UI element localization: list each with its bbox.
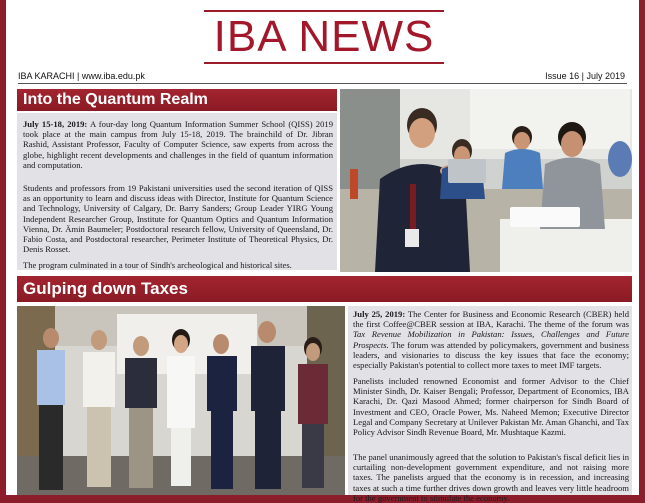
article2-heading-bar (17, 276, 632, 302)
article2-text-panel (348, 306, 632, 503)
article1-date: July 15-18, 2019: (23, 119, 88, 129)
masthead (204, 10, 444, 64)
article1-heading: Into the Quantum Realm (23, 91, 208, 108)
article2-paragraph-1: July 25, 2019: The Center for Business and Economic Research (CBER) held the first Coffee@CBER session at IBA, Karachi. The theme of the forum was Tax Revenue Mobilization in Pakistan: Issues, Challenges and Future Prospects. The forum was attended by policymakers, government and business leaders, and visionaries to discuss the key issues that face the economy; especially Pakistan's potential to collect more taxes to meet IMF targets. (353, 309, 629, 371)
newsletter-page (6, 0, 639, 503)
article1-paragraph-3: The program culminated in a tour of Sindh's archeological and historical sites. (23, 260, 292, 270)
person-1 (37, 328, 65, 490)
forum-theme: Tax Revenue Mobilization in Pakistan: Issues, Challenges and Future Prospects. (353, 329, 629, 350)
panelists-group-photo (17, 306, 345, 495)
person-6 (251, 321, 285, 489)
masthead-title: IBA NEWS (213, 12, 435, 61)
issue-info: Issue 16 | July 2019 (545, 71, 625, 81)
article2-date: July 25, 2019: (353, 309, 406, 319)
article1-paragraph-2: Students and professors from 19 Pakistani universities used the second iteration of QISS as an opportunity to learn and discuss ideas with Director, Institute for Quantum Science and Technology, University of Calgary, Dr. Barry Sanders; Group Leader YIRG Young Independent Researcher Group, Institute for Quantum Optics and Quantum Information Vienna, Dr. Ämin Baumeler; Postdoctoral research fellow, University of Queensland, Dr. Fabio Costa, and Postdoctoral researcher, Perimeter Institute of Theoretical Physics, Dr. Denis Rosset. (23, 183, 333, 255)
person-3 (125, 336, 157, 488)
article1-heading-bar (17, 89, 337, 111)
article1-text-panel (17, 113, 337, 270)
publisher-info: IBA KARACHI | www.iba.edu.pk (18, 71, 145, 81)
person-2 (83, 330, 115, 487)
quantum-school-photo (340, 89, 632, 272)
article2-heading: Gulping down Taxes (23, 279, 188, 298)
person-5 (207, 334, 237, 489)
article1-paragraph-1: July 15-18, 2019: A four-day long Quantum Information Summer School (QISS) 2019 took place at the main campus from July 15-18, 2019. The brainchild of Dr. Jibran Rashid, Assistant Professor, Faculty of Computer Science, saw experts from across the globe, highlight recent developments and challenges in the field of quantum information and computation. (23, 119, 333, 170)
header-divider (18, 83, 627, 84)
article2-paragraph-3: The panel unanimously agreed that the solution to Pakistan's fiscal deficit lies in curtailing non-development government expenditure, and not raising more taxes. The panelists argued that the economy is in recession, and increasing taxes at such a time further drives down growth and leaves very little headroom for the government to stimulate the economy. (353, 452, 630, 503)
article2-paragraph-2: Panelists included renowned Economist and former Advisor to the Chief Minister Sindh, Dr. Kaiser Bengali; Professor, Department of Economics, IBA Karachi, Dr. Qazi Masood Ahmed; former chairperson for Sindh Board of Investment and CEO, Oracle Power, Ms. Naheed Memon; Executive Director Legal and Company Secretary at Unilever Pakistan Mr. Aman Ghanchi, and Tax Policy Advisor Sindh Revenue Board, Mr. Mushtaque Kazmi. (353, 376, 629, 438)
info-bar (18, 71, 627, 83)
